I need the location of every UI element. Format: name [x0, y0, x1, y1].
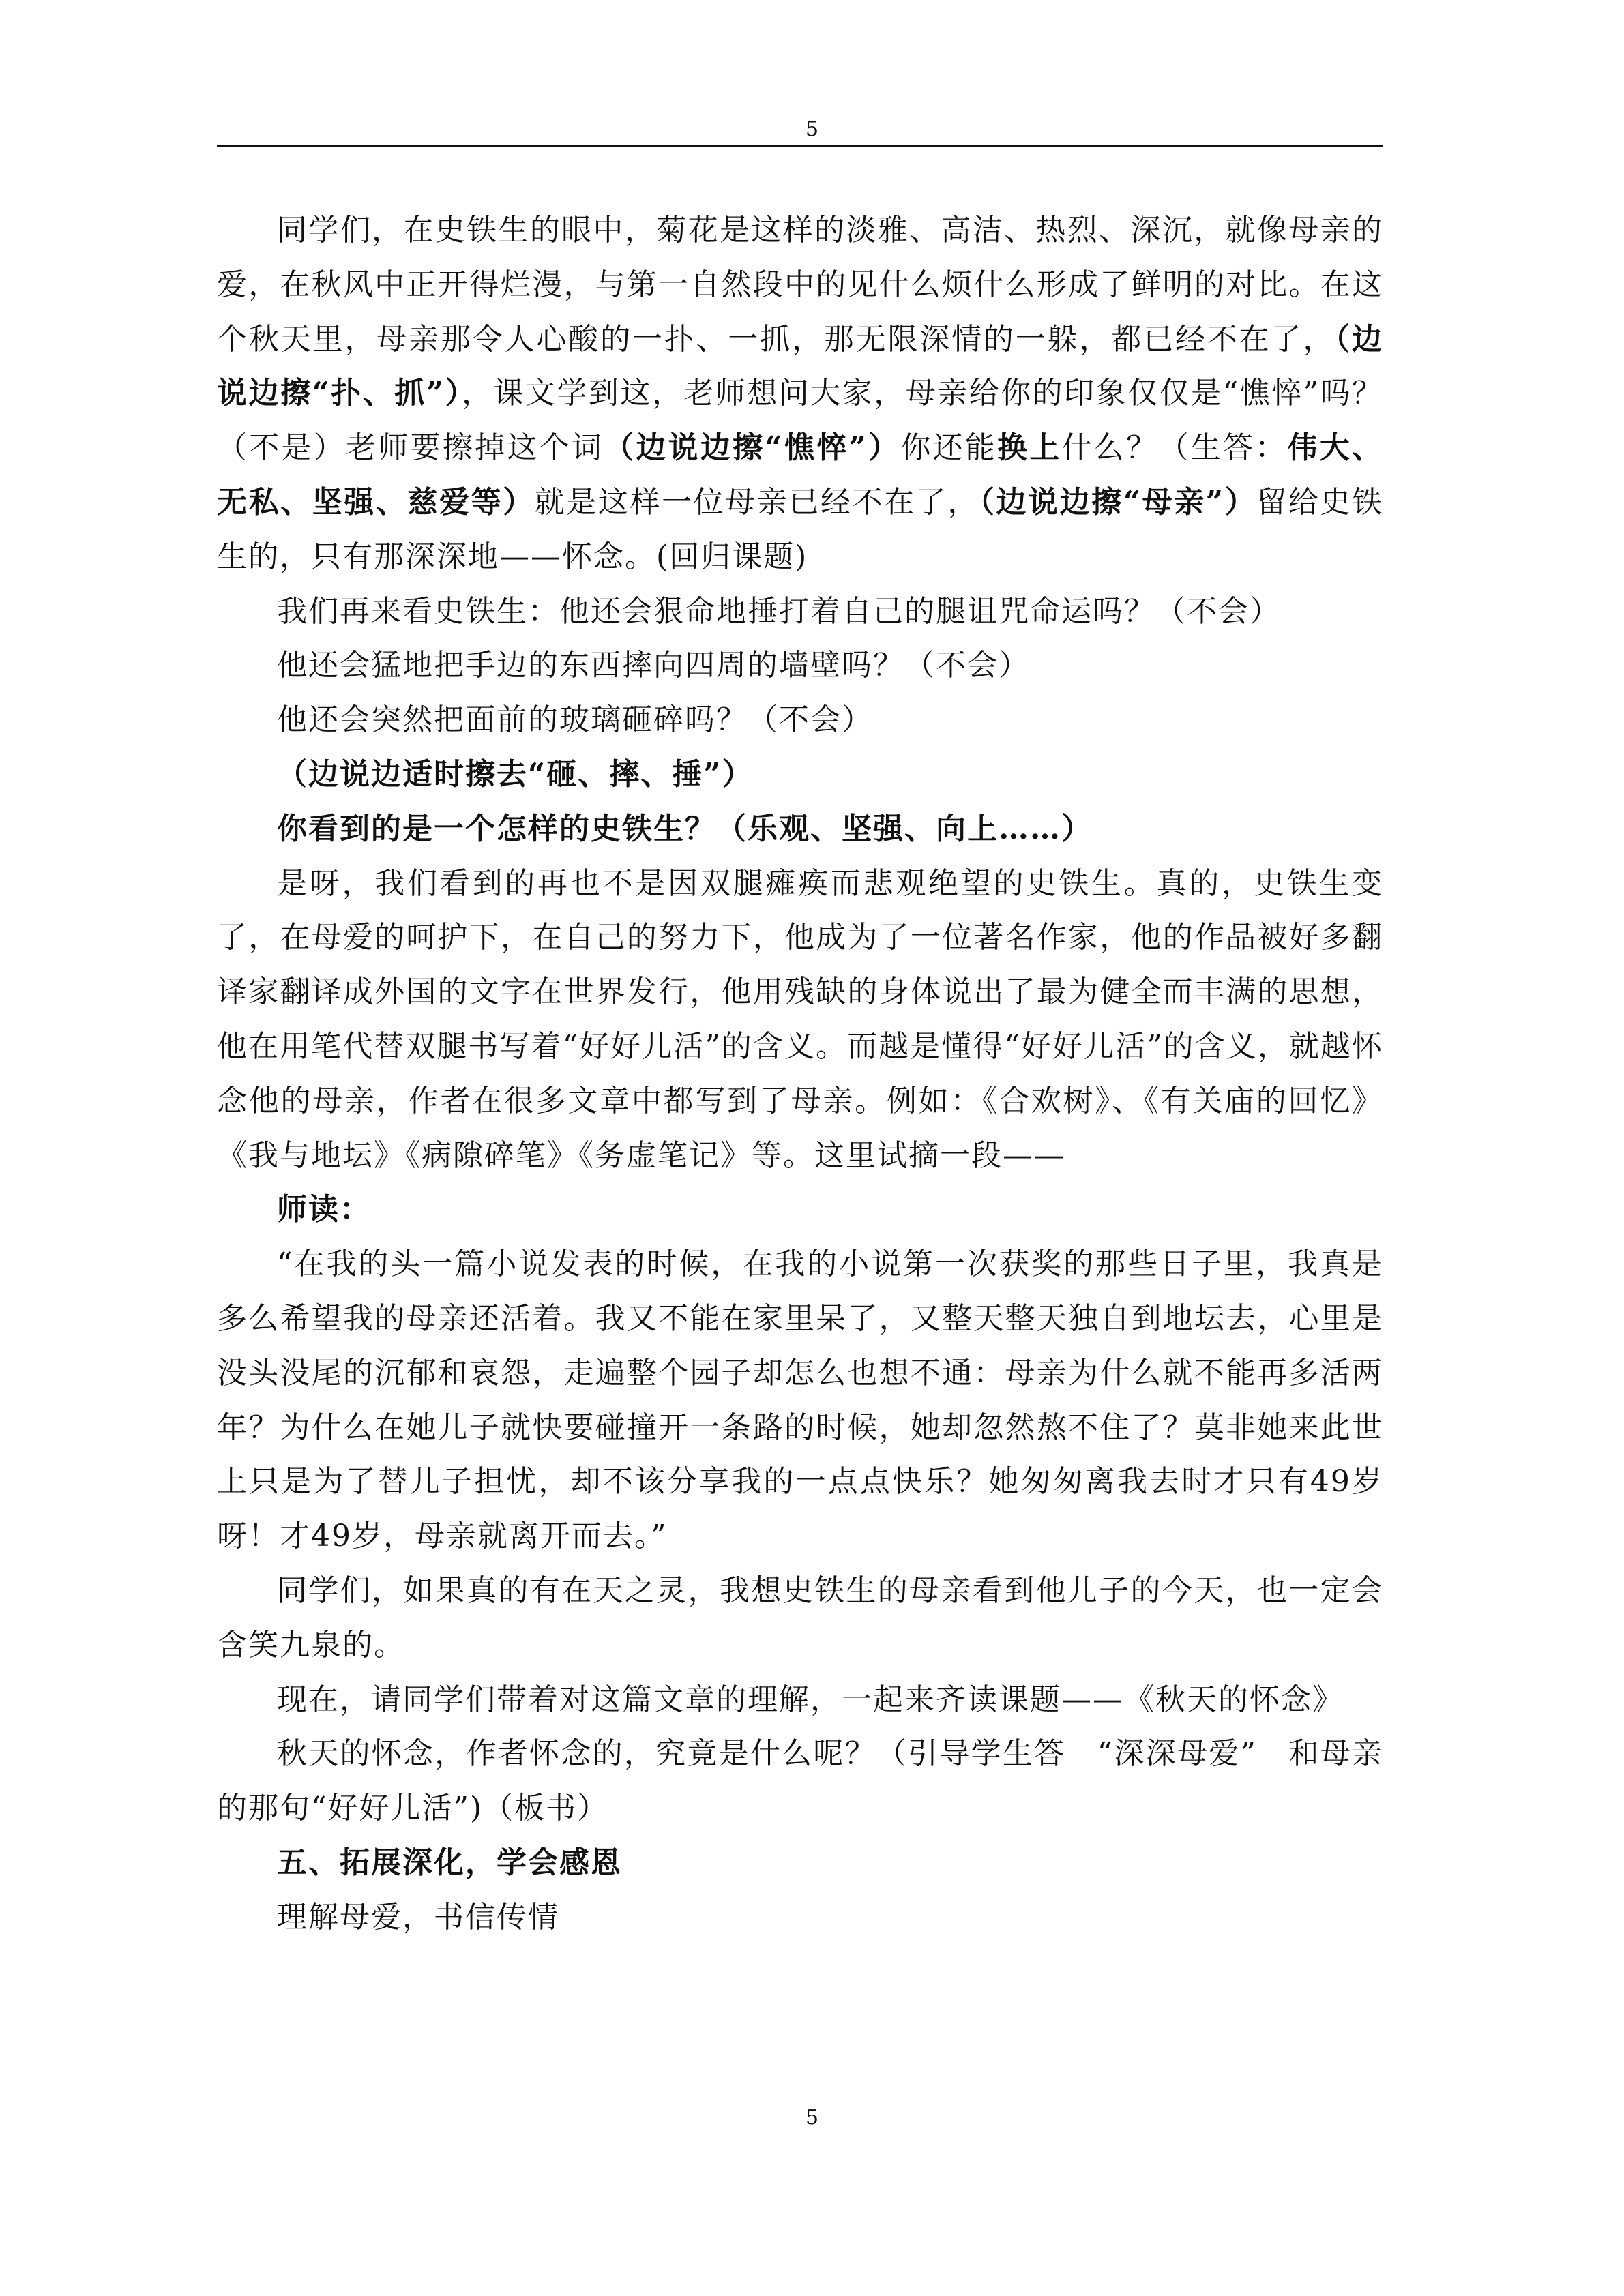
text-run: 你还能 — [900, 430, 998, 466]
text-run: 什么？（生答： — [1061, 430, 1288, 466]
section-heading — [217, 1836, 1383, 1890]
paragraph: 理解母爱，书信传情 — [277, 1899, 559, 1935]
paragraph: 同学们，如果真的有在天之灵，我想史铁生的母亲看到他儿子的今天，也一定会含笑九泉的。 — [217, 1572, 1383, 1663]
paragraph — [217, 203, 1383, 584]
header-page-number: 5 — [805, 117, 819, 141]
text-run: 就是这样一位母亲已经不在了， — [534, 484, 979, 520]
header-rule — [217, 145, 1383, 147]
bold-run: （边说边适时擦去“砸、摔、捶”） — [277, 756, 754, 792]
paragraph-bold — [217, 802, 1383, 856]
section-label — [217, 1182, 1383, 1237]
footer-page-number: 5 — [805, 2106, 819, 2130]
paragraph: 他还会猛地把手边的东西摔向四周的墙壁吗？（不会） — [277, 648, 1030, 683]
bold-run: （边说边擦“母亲”） — [979, 484, 1257, 520]
paragraph: 秋天的怀念，作者怀念的，究竟是什么呢？（引导学生答 “深深母爱” 和母亲的那句“好好儿活”)（板书） — [217, 1736, 1383, 1826]
text-run: ，课文学到这，老师想问大家，母亲给你的印象仅仅是“憔悴”吗？（不是）老师要擦掉这个词 — [217, 376, 1383, 466]
bold-run: 换上 — [997, 430, 1062, 466]
paragraph: 是呀，我们看到的再也不是因双腿瘫痪而悲观绝望的史铁生。真的，史铁生变了，在母爱的呵护下，在自己的努力下，他成为了一位著名作家，他的作品被好多翻译家翻译成外国的文字在世界发行，他用残缺的身体说出了最为健全而丰满的思想，他在用笔代替双腿书写着“好好儿活”的含义。而越是懂得“好好儿活”的含义，就越怀念他的母亲，作者在很多文章中都写到了母亲。例如：《合欢树》、《有关庙的回忆》《我与地坛》《病隙碎笔》《务虚笔记》等。这里试摘一段—— — [217, 865, 1383, 1173]
bold-run: 你看到的是一个怎样的史铁生？（乐观、坚强、向上……） — [277, 811, 1093, 846]
paragraph: 现在，请同学们带着对这篇文章的理解，一起来齐读课题——《秋天的怀念》 — [277, 1682, 1344, 1717]
bold-run: 五、拓展深化，学会感恩 — [277, 1845, 622, 1880]
paragraph: 我们再来看史铁生：他还会狠命地捶打着自己的腿诅咒命运吗？（不会） — [277, 593, 1281, 629]
document-body — [217, 203, 1383, 1945]
paragraph-bold — [217, 747, 1383, 802]
bold-run: 伟大、无私、坚强、慈爱等） — [217, 430, 1384, 520]
text-run: 留给史铁生的，只有那深深地——怀念。(回归课题) — [217, 484, 1384, 574]
bold-run: （边说边擦“憔悴”） — [604, 430, 901, 466]
bold-run: 师读： — [277, 1192, 371, 1227]
bold-run: （边说边擦“扑、抓”） — [217, 321, 1384, 411]
text-run: 同学们，在史铁生的眼中，菊花是这样的淡雅、高洁、热烈、深沉，就像母亲的爱，在秋风中正开得烂漫，与第一自然段中的见什么烦什么形成了鲜明的对比。在这个秋天里，母亲那令人心酸的一扑、一抓，那无限深情的一躲，都已经不在了， — [217, 213, 1383, 357]
quote-paragraph: “在我的头一篇小说发表的时候，在我的小说第一次获奖的那些日子里，我真是多么希望我的母亲还活着。我又不能在家里呆了，又整天整天独自到地坛去，心里是没头没尾的沉郁和哀怨，走遍整个园子却怎么也想不通：母亲为什么就不能再多活两年？为什么在她儿子就快要碰撞开一条路的时候，她却忽然熬不住了？莫非她来此世上只是为了替儿子担忧，却不该分享我的一点点快乐？她匆匆离我去时才只有49岁呀！才49岁，母亲就离开而去。” — [217, 1247, 1383, 1554]
paragraph: 他还会突然把面前的玻璃砸碎吗？（不会） — [277, 702, 873, 738]
